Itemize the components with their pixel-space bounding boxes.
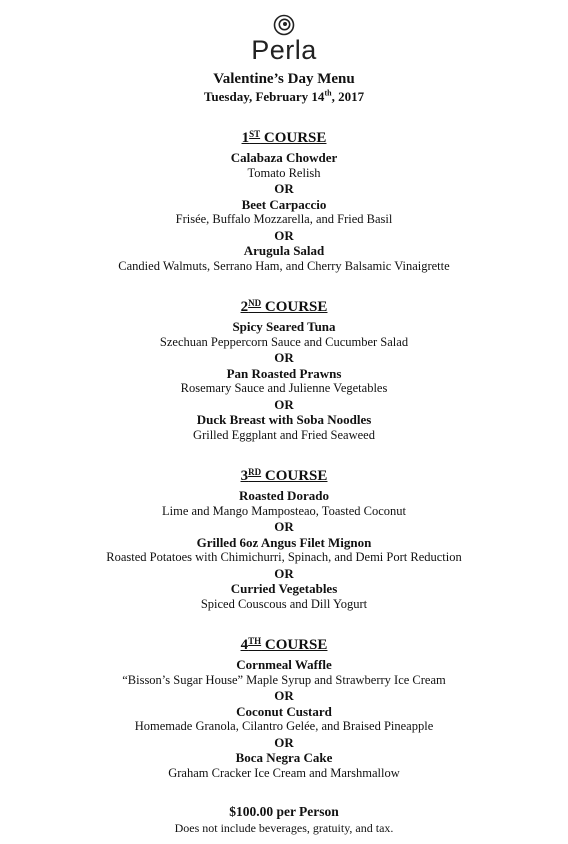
- brand-name: Perla: [251, 35, 317, 65]
- dish-name: Curried Vegetables: [230, 581, 338, 596]
- course-list: [0, 125, 568, 781]
- or-divider: OR: [274, 519, 294, 534]
- dish-name: Pan Roasted Prawns: [226, 365, 342, 381]
- dish-description: Graham Cracker Ice Cream and Marshmallow: [168, 765, 400, 780]
- dish-name: Arugula Salad: [243, 243, 325, 258]
- dish-description: Spiced Couscous and Dill Yogurt: [200, 596, 368, 611]
- dish-description: Frisée, Buffalo Mozzarella, and Fried Basil: [175, 212, 393, 226]
- course-section: [0, 632, 568, 781]
- or-divider: OR: [274, 350, 294, 365]
- dish-description: Grilled Eggplant and Fried Seaweed: [193, 427, 375, 442]
- dish-name: Cornmeal Waffle: [236, 657, 332, 672]
- or-divider: OR: [274, 181, 294, 196]
- dish-name: Duck Breast with Soba Noodles: [196, 412, 372, 427]
- dish-description: Candied Walmuts, Serrano Ham, and Cherry Balsamic Vinaigrette: [118, 258, 450, 273]
- dish-name: Roasted Dorado: [239, 488, 329, 503]
- menu-date: Tuesday, February 14th, 2017: [203, 88, 365, 104]
- dish-description: Roasted Potatoes with Chimichurri, Spinach, and Demi Port Reduction: [106, 550, 462, 564]
- swirl-logo-icon: [273, 14, 295, 36]
- course-heading: 3RD COURSE: [240, 467, 328, 484]
- dish-name: Beet Carpaccio: [241, 196, 327, 212]
- dish-name: Coconut Custard: [236, 703, 332, 719]
- brand-logo: [0, 14, 568, 66]
- course-heading: 2ND COURSE: [240, 298, 328, 315]
- course-heading: 1ST COURSE: [241, 129, 327, 146]
- dish-description: Homemade Granola, Cilantro Gelée, and Braised Pineapple: [134, 719, 434, 733]
- dish-description: Lime and Mango Mamposteao, Toasted Coconut: [162, 503, 406, 518]
- menu-title: Valentine’s Day Menu: [213, 71, 355, 87]
- dish-description: Szechuan Peppercorn Sauce and Cucumber Salad: [159, 334, 409, 349]
- price-note: Does not include beverages, gratuity, and tax.: [174, 821, 394, 835]
- or-divider: OR: [274, 688, 294, 703]
- dish-name: Grilled 6oz Angus Filet Mignon: [196, 534, 372, 550]
- course-section: [0, 125, 568, 274]
- dish-name: Spicy Seared Tuna: [232, 319, 336, 334]
- price-block: [0, 803, 568, 836]
- course-section: [0, 463, 568, 612]
- course-section: [0, 294, 568, 443]
- dish-name: Calabaza Chowder: [230, 150, 338, 165]
- price: $100.00 per Person: [229, 804, 339, 819]
- course-heading: 4TH COURSE: [240, 636, 328, 653]
- or-divider: OR: [274, 227, 294, 243]
- or-divider: OR: [274, 396, 294, 412]
- dish-description: Tomato Relish: [247, 165, 321, 180]
- dish-name: Boca Negra Cake: [235, 750, 333, 765]
- dish-description: “Bisson’s Sugar House” Maple Syrup and Strawberry Ice Cream: [122, 672, 446, 687]
- dish-description: Rosemary Sauce and Julienne Vegetables: [180, 381, 388, 395]
- or-divider: OR: [274, 734, 294, 750]
- or-divider: OR: [274, 565, 294, 581]
